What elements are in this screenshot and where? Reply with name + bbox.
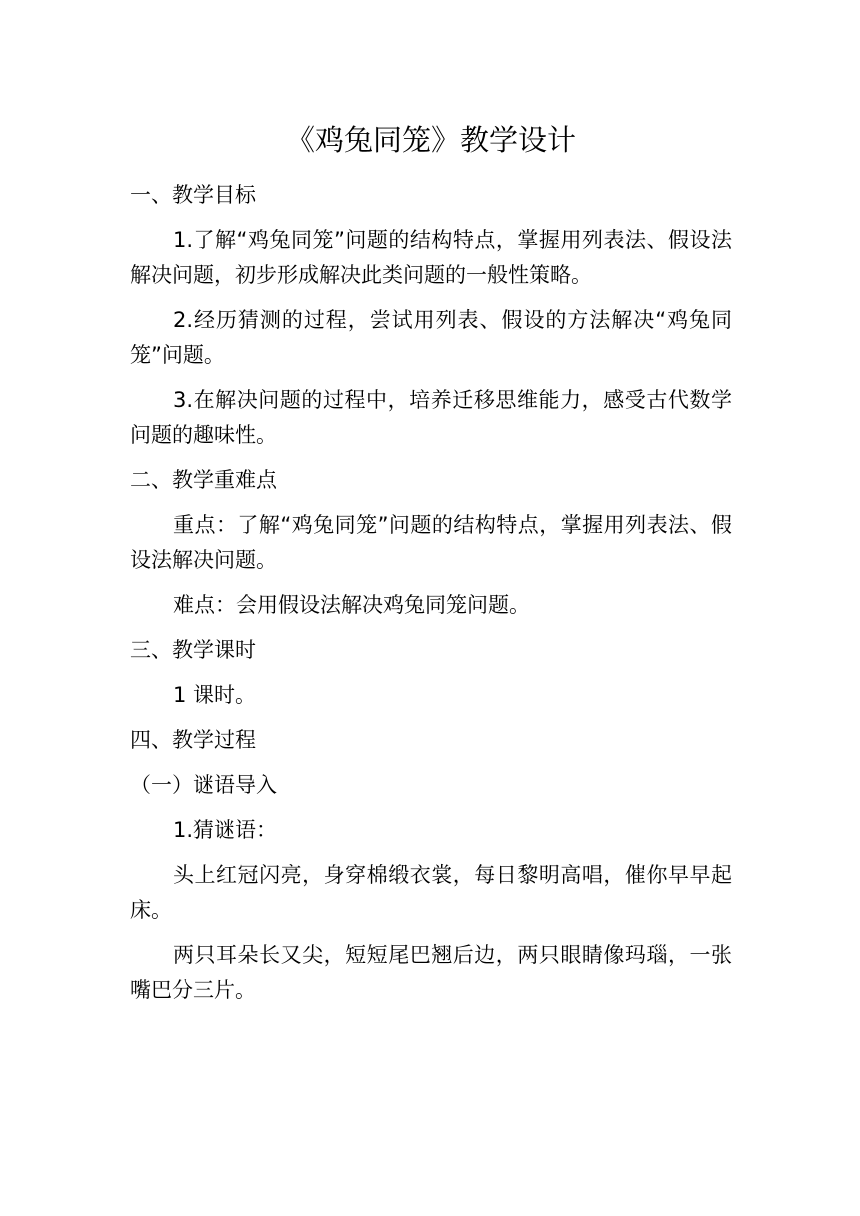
riddle-instruction: 1.猜谜语： [173, 818, 278, 842]
key-point-paragraph: 重点：了解“鸡兔同笼”问题的结构特点，掌握用列表法、假设法解决问题。 [130, 513, 732, 572]
goal-paragraph-2: 2.经历猜测的过程，尝试用列表、假设的方法解决“鸡兔同笼”问题。 [130, 308, 732, 367]
subsection-heading-riddle-intro: （一）谜语导入 [130, 773, 277, 797]
section-heading-teaching-process: 四、教学过程 [130, 728, 256, 752]
riddle-rabbit: 两只耳朵长又尖，短短尾巴翘后边，两只眼睛像玛瑙，一张嘴巴分三片。 [130, 943, 732, 1002]
goal-paragraph-3: 3.在解决问题的过程中，培养迁移思维能力，感受古代数学问题的趣味性。 [130, 388, 732, 447]
section-heading-teaching-goals: 一、教学目标 [130, 183, 256, 207]
riddle-rooster: 头上红冠闪亮，身穿棉缎衣裳，每日黎明高唱，催你早早起床。 [130, 863, 732, 922]
goal-paragraph-1: 1.了解“鸡兔同笼”问题的结构特点，掌握用列表法、假设法解决问题，初步形成解决此类问题的一般性策略。 [130, 228, 732, 287]
difficulty-paragraph: 难点：会用假设法解决鸡兔同笼问题。 [173, 593, 530, 617]
document-body [130, 178, 732, 1018]
document-title: 《鸡兔同笼》教学设计 [285, 123, 576, 157]
section-heading-key-difficulties: 二、教学重难点 [130, 468, 277, 492]
class-hours-paragraph: 1 课时。 [173, 683, 257, 707]
section-heading-class-hours: 三、教学课时 [130, 638, 256, 662]
